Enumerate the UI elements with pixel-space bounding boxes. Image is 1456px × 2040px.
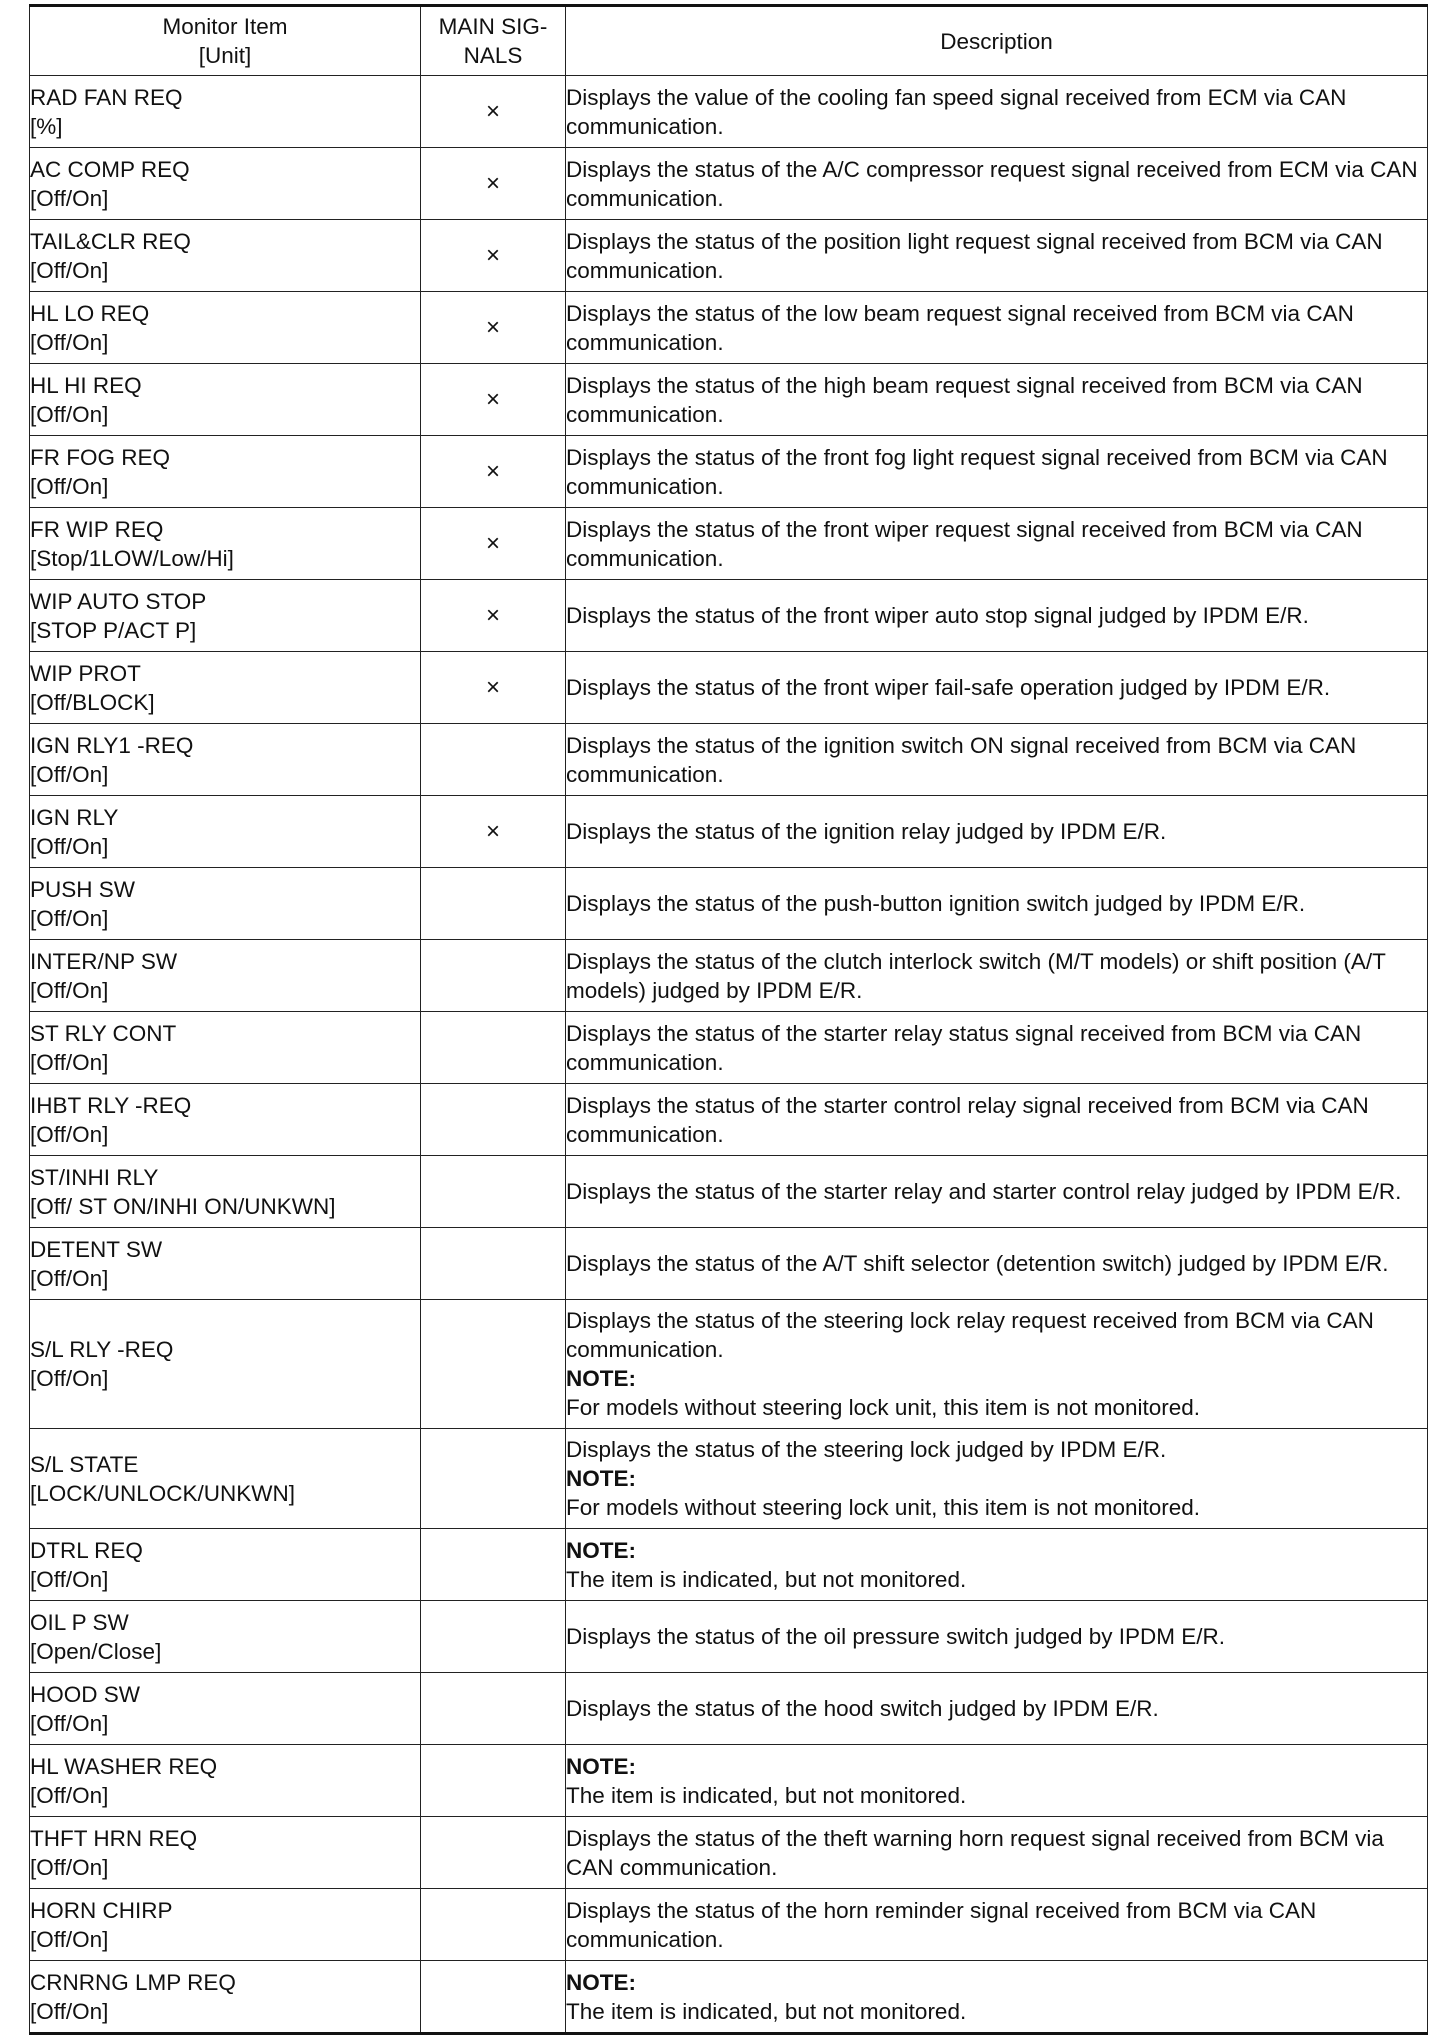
- main-signal-mark: [421, 1961, 566, 2034]
- monitor-item-unit: [Off/On]: [30, 1265, 109, 1291]
- header-unit-label: [Unit]: [198, 43, 252, 68]
- table-row: [30, 508, 1428, 580]
- main-signal-mark: [421, 1084, 566, 1156]
- table-row: [30, 940, 1428, 1012]
- description-cell: [566, 724, 1428, 796]
- monitor-item-name: DTRL REQ: [30, 1537, 143, 1563]
- description-cell: [566, 652, 1428, 724]
- monitor-item-unit: [Stop/1LOW/Low/Hi]: [30, 545, 234, 571]
- monitor-item-name: RAD FAN REQ: [30, 84, 183, 110]
- main-signal-mark: [421, 940, 566, 1012]
- description-text: Displays the status of the ignition relay judged by IPDM E/R.: [566, 819, 1167, 844]
- monitor-item-unit: [Off/BLOCK]: [30, 689, 155, 715]
- description-cell: [566, 508, 1428, 580]
- description-text: Displays the status of the ignition switch ON signal received from BCM via CAN communication.: [566, 732, 1357, 787]
- header-monitor-item-label: Monitor Item: [162, 14, 288, 39]
- monitor-item-name: IGN RLY1 -REQ: [30, 732, 194, 758]
- monitor-item-unit: [Off/On]: [30, 473, 109, 499]
- table-row: [30, 1961, 1428, 2034]
- monitor-item-cell: [30, 1889, 421, 1961]
- header-main-signals: [421, 6, 566, 76]
- table-row: [30, 1889, 1428, 1961]
- description-text: Displays the status of the A/C compressor request signal received from ECM via CAN communication.: [566, 156, 1418, 211]
- monitor-item-name: ST/INHI RLY: [30, 1164, 159, 1190]
- monitor-item-unit: [Off/On]: [30, 185, 109, 211]
- table-row: [30, 652, 1428, 724]
- table-row: [30, 1745, 1428, 1817]
- description-text: Displays the status of the high beam request signal received from BCM via CAN communication.: [566, 372, 1363, 427]
- description-cell: [566, 292, 1428, 364]
- monitor-item-cell: [30, 1529, 421, 1601]
- monitor-item-name: HORN CHIRP: [30, 1897, 173, 1923]
- monitor-item-name: IHBT RLY -REQ: [30, 1092, 192, 1118]
- main-signal-mark: [421, 868, 566, 940]
- table-row: [30, 76, 1428, 148]
- monitor-item-cell: [30, 1817, 421, 1889]
- description-text: Displays the status of the starter relay status signal received from BCM via CAN communication.: [566, 1020, 1362, 1075]
- monitor-item-unit: [Off/On]: [30, 1998, 109, 2024]
- monitor-item-cell: [30, 220, 421, 292]
- description-cell: [566, 1429, 1428, 1529]
- monitor-item-cell: [30, 1300, 421, 1429]
- monitor-item-unit: [STOP P/ACT P]: [30, 617, 197, 643]
- monitor-item-cell: [30, 508, 421, 580]
- monitor-item-name: HOOD SW: [30, 1681, 140, 1707]
- description-cell: [566, 1673, 1428, 1745]
- note-text: The item is indicated, but not monitored.: [566, 1998, 967, 2024]
- note-label: NOTE:: [566, 1969, 636, 1995]
- monitor-item-unit: [Off/On]: [30, 1710, 109, 1736]
- monitor-item-cell: [30, 76, 421, 148]
- description-text: Displays the status of the low beam request signal received from BCM via CAN communication.: [566, 300, 1354, 355]
- table-row: [30, 1817, 1428, 1889]
- monitor-item-name: S/L STATE: [30, 1451, 139, 1477]
- description-text: Displays the status of the front fog light request signal received from BCM via CAN communication.: [566, 444, 1388, 499]
- description-text: Displays the status of the oil pressure switch judged by IPDM E/R.: [566, 1624, 1226, 1649]
- monitor-item-unit: [Off/On]: [30, 1782, 109, 1808]
- description-cell: [566, 1529, 1428, 1601]
- table-row: [30, 220, 1428, 292]
- main-signal-mark: ×: [421, 580, 566, 652]
- description-cell: [566, 76, 1428, 148]
- note-label: NOTE:: [566, 1537, 636, 1563]
- monitor-item-unit: [Off/On]: [30, 761, 109, 787]
- monitor-item-name: OIL P SW: [30, 1609, 129, 1635]
- table-row: [30, 292, 1428, 364]
- monitor-item-table: [29, 4, 1428, 2035]
- table-row: [30, 1084, 1428, 1156]
- monitor-item-name: TAIL&CLR REQ: [30, 228, 191, 254]
- monitor-item-name: AC COMP REQ: [30, 156, 190, 182]
- table-row: [30, 868, 1428, 940]
- monitor-item-name: DETENT SW: [30, 1236, 163, 1262]
- header-main-signals-line1: MAIN SIG-: [438, 14, 548, 39]
- table-row: [30, 148, 1428, 220]
- table-header-row: [30, 6, 1428, 76]
- monitor-item-cell: [30, 436, 421, 508]
- note-text: The item is indicated, but not monitored.: [566, 1782, 967, 1808]
- main-signal-mark: [421, 1300, 566, 1429]
- main-signal-mark: [421, 1012, 566, 1084]
- table-row: [30, 1529, 1428, 1601]
- monitor-item-name: PUSH SW: [30, 876, 136, 902]
- monitor-item-cell: [30, 1673, 421, 1745]
- description-text: Displays the status of the starter control relay signal received from BCM via CAN communication.: [566, 1092, 1369, 1147]
- monitor-item-cell: [30, 1961, 421, 2034]
- monitor-item-unit: [Off/On]: [30, 1926, 109, 1952]
- description-text: Displays the status of the front wiper request signal received from BCM via CAN communication.: [566, 516, 1363, 571]
- monitor-item-cell: [30, 1745, 421, 1817]
- description-cell: [566, 1961, 1428, 2034]
- monitor-item-unit: [Off/On]: [30, 1566, 109, 1592]
- description-cell: [566, 1156, 1428, 1228]
- description-text: Displays the status of the push-button ignition switch judged by IPDM E/R.: [566, 891, 1306, 916]
- table-row: [30, 1601, 1428, 1673]
- note-text: For models without steering lock unit, this item is not monitored.: [566, 1395, 1201, 1420]
- monitor-item-unit: [Off/On]: [30, 1049, 109, 1075]
- main-signal-mark: [421, 1673, 566, 1745]
- monitor-item-cell: [30, 868, 421, 940]
- main-signal-mark: [421, 1745, 566, 1817]
- main-signal-mark: [421, 1889, 566, 1961]
- monitor-item-cell: [30, 940, 421, 1012]
- description-cell: [566, 1300, 1428, 1429]
- monitor-item-name: FR WIP REQ: [30, 516, 164, 542]
- monitor-item-cell: [30, 1156, 421, 1228]
- description-text: Displays the status of the theft warning horn request signal received from BCM via CAN communication.: [566, 1825, 1384, 1880]
- description-text: Displays the status of the starter relay and starter control relay judged by IPDM E/R.: [566, 1179, 1402, 1204]
- note-label: NOTE:: [566, 1366, 636, 1391]
- description-cell: [566, 364, 1428, 436]
- monitor-item-cell: [30, 796, 421, 868]
- monitor-item-unit: [%]: [30, 113, 63, 139]
- monitor-item-cell: [30, 1429, 421, 1529]
- table-row: [30, 580, 1428, 652]
- main-signal-mark: ×: [421, 76, 566, 148]
- description-cell: [566, 1745, 1428, 1817]
- table-row: [30, 1300, 1428, 1429]
- monitor-item-unit: [LOCK/UNLOCK/UNKWN]: [30, 1480, 296, 1506]
- description-text: Displays the status of the horn reminder signal received from BCM via CAN communication.: [566, 1897, 1317, 1952]
- table-body: [30, 76, 1428, 2034]
- table-row: [30, 364, 1428, 436]
- main-signal-mark: [421, 1817, 566, 1889]
- note-text: For models without steering lock unit, this item is not monitored.: [566, 1495, 1201, 1520]
- main-signal-mark: [421, 1429, 566, 1529]
- monitor-item-cell: [30, 1084, 421, 1156]
- monitor-item-name: FR FOG REQ: [30, 444, 170, 470]
- monitor-item-unit: [Off/On]: [30, 1121, 109, 1147]
- table-row: [30, 1012, 1428, 1084]
- main-signal-mark: [421, 1601, 566, 1673]
- description-cell: [566, 1889, 1428, 1961]
- table-row: [30, 1228, 1428, 1300]
- monitor-item-cell: [30, 1601, 421, 1673]
- main-signal-mark: ×: [421, 292, 566, 364]
- main-signal-mark: ×: [421, 220, 566, 292]
- monitor-item-cell: [30, 1228, 421, 1300]
- monitor-item-unit: [Off/On]: [30, 257, 109, 283]
- monitor-item-cell: [30, 148, 421, 220]
- table-row: [30, 796, 1428, 868]
- main-signal-mark: [421, 724, 566, 796]
- description-cell: [566, 1228, 1428, 1300]
- header-main-signals-line2: NALS: [463, 43, 523, 68]
- main-signal-mark: [421, 1529, 566, 1601]
- monitor-item-unit: [Off/On]: [30, 1854, 109, 1880]
- description-cell: [566, 1012, 1428, 1084]
- description-cell: [566, 1601, 1428, 1673]
- description-cell: [566, 220, 1428, 292]
- monitor-item-cell: [30, 364, 421, 436]
- description-text: Displays the status of the steering lock relay request received from BCM via CAN communication.: [566, 1308, 1374, 1362]
- monitor-item-name: INTER/NP SW: [30, 948, 178, 974]
- description-text: Displays the status of the hood switch judged by IPDM E/R.: [566, 1696, 1159, 1721]
- monitor-item-name: THFT HRN REQ: [30, 1825, 198, 1851]
- monitor-item-name: HL WASHER REQ: [30, 1753, 218, 1779]
- monitor-item-cell: [30, 292, 421, 364]
- description-cell: [566, 1817, 1428, 1889]
- description-text: Displays the status of the position light request signal received from BCM via CAN communication.: [566, 228, 1383, 283]
- monitor-item-unit: [Off/On]: [30, 1366, 109, 1391]
- table-row: [30, 436, 1428, 508]
- main-signal-mark: ×: [421, 364, 566, 436]
- description-text: Displays the value of the cooling fan speed signal received from ECM via CAN communication.: [566, 84, 1347, 139]
- monitor-item-name: WIP PROT: [30, 660, 141, 686]
- main-signal-mark: [421, 1156, 566, 1228]
- monitor-item-unit: [Open/Close]: [30, 1638, 162, 1664]
- main-signal-mark: [421, 1228, 566, 1300]
- description-text: Displays the status of the front wiper fail-safe operation judged by IPDM E/R.: [566, 675, 1331, 700]
- monitor-item-unit: [Off/On]: [30, 905, 109, 931]
- main-signal-mark: ×: [421, 148, 566, 220]
- monitor-item-unit: [Off/On]: [30, 977, 109, 1003]
- description-text: Displays the status of the clutch interlock switch (M/T models) or shift position (A/T models) judged by IPDM E/R.: [566, 948, 1386, 1003]
- description-cell: [566, 580, 1428, 652]
- header-description: Description: [566, 6, 1428, 76]
- note-text: The item is indicated, but not monitored.: [566, 1566, 967, 1592]
- monitor-item-name: WIP AUTO STOP: [30, 588, 207, 614]
- table-row: [30, 1673, 1428, 1745]
- monitor-item-unit: [Off/On]: [30, 329, 109, 355]
- description-text: Displays the status of the A/T shift selector (detention switch) judged by IPDM E/R.: [566, 1251, 1389, 1276]
- description-text: Displays the status of the steering lock judged by IPDM E/R.: [566, 1437, 1167, 1462]
- monitor-item-name: HL LO REQ: [30, 300, 150, 326]
- monitor-item-unit: [Off/On]: [30, 401, 109, 427]
- note-label: NOTE:: [566, 1466, 636, 1491]
- monitor-item-name: HL HI REQ: [30, 372, 142, 398]
- table-row: [30, 724, 1428, 796]
- monitor-item-unit: [Off/On]: [30, 833, 109, 859]
- header-monitor-item: [30, 6, 421, 76]
- note-label: NOTE:: [566, 1753, 636, 1779]
- monitor-item-name: IGN RLY: [30, 804, 119, 830]
- description-cell: [566, 1084, 1428, 1156]
- monitor-item-name: ST RLY CONT: [30, 1020, 177, 1046]
- monitor-item-cell: [30, 580, 421, 652]
- main-signal-mark: ×: [421, 796, 566, 868]
- monitor-item-cell: [30, 724, 421, 796]
- monitor-item-name: CRNRNG LMP REQ: [30, 1969, 236, 1995]
- description-cell: [566, 436, 1428, 508]
- description-cell: [566, 940, 1428, 1012]
- main-signal-mark: ×: [421, 436, 566, 508]
- monitor-item-cell: [30, 652, 421, 724]
- description-cell: [566, 148, 1428, 220]
- table-row: [30, 1156, 1428, 1228]
- table-row: [30, 1429, 1428, 1529]
- monitor-item-name: S/L RLY -REQ: [30, 1337, 174, 1362]
- monitor-item-cell: [30, 1012, 421, 1084]
- description-cell: [566, 868, 1428, 940]
- main-signal-mark: ×: [421, 652, 566, 724]
- description-cell: [566, 796, 1428, 868]
- monitor-item-unit: [Off/ ST ON/INHI ON/UNKWN]: [30, 1193, 336, 1219]
- main-signal-mark: ×: [421, 508, 566, 580]
- description-text: Displays the status of the front wiper auto stop signal judged by IPDM E/R.: [566, 603, 1309, 628]
